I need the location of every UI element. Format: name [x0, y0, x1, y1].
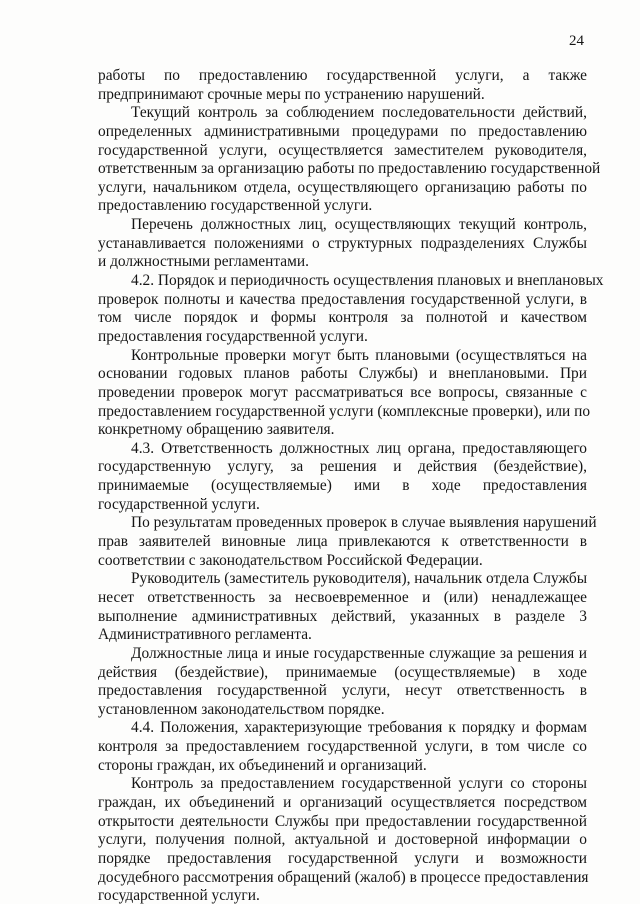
text-line: прав заявителей виновные лица привлекаются к ответственности в [98, 533, 587, 551]
text-line: проведении проверок могут рассматриваться все вопросы, связанные с [98, 383, 587, 401]
text-line: государственной услуги, осуществляется заместителем руководителя, [98, 141, 587, 159]
text-line: государственную услугу, за решения и действия (бездействие), [98, 458, 587, 476]
text-line: Административного регламента. [98, 626, 312, 644]
text-line: устанавливается положениями о структурных подразделениях Службы [98, 234, 587, 252]
paragraph-first-line: По результатам проведенных проверок в случае выявления нарушений [131, 514, 597, 532]
text-line: установленном законодательством порядке. [98, 700, 385, 718]
text-line: работы по предоставлению государственной услуги, а также [98, 67, 587, 84]
text-line: действия (бездействие), принимаемые (осуществляемые) в ходе [98, 663, 587, 681]
text-line: предоставления государственной услуги. [98, 327, 368, 345]
text-line: определенных административными процедурами по предоставлению [98, 122, 587, 140]
text-line: государственной услуги. [98, 495, 260, 513]
text-line: и должностными регламентами. [98, 253, 309, 271]
text-line: открытости деятельности Службы при предоставлении государственной [98, 812, 587, 830]
text-line: услуги, получения полной, актуальной и достоверной информации о [98, 831, 587, 849]
text-line: порядке предоставления государственной услуги и возможности [98, 849, 587, 867]
paragraph-first-line: Текущий контроль за соблюдением последовательности действий, [131, 104, 587, 122]
paragraph-first-line: 4.4. Положения, характеризующие требования к порядку и формам [131, 719, 587, 737]
text-line: принимаемые (осуществляемые) ими в ходе предоставления [98, 477, 587, 495]
text-line: досудебного рассмотрения обращений (жалоб) в процессе предоставления [98, 868, 589, 886]
text-line: предоставления государственной услуги, несут ответственность в [98, 682, 587, 700]
text-line: несет ответственность за несвоевременное и (или) ненадлежащее [98, 588, 587, 606]
paragraph-first-line: Руководитель (заместитель руководителя), начальник отдела Службы [131, 570, 588, 588]
text-line: государственной услуги. [98, 887, 260, 905]
text-line: проверок полноты и качества предоставления государственной услуги, в [98, 290, 587, 308]
text-line: ответственным за организацию работы по предоставлению государственной [98, 160, 601, 178]
text-line: граждан, их объединений и организаций осуществляется посредством [98, 793, 587, 811]
paragraph-first-line: Контроль за предоставлением государственной услуги со стороны [131, 775, 587, 793]
text-line: стороны граждан, их объединений и организаций. [98, 756, 427, 774]
paragraph-first-line: 4.3. Ответственность должностных лиц органа, предоставляющего [131, 439, 587, 457]
page-number: 24 [569, 33, 584, 49]
text-line: выполнение административных действий, указанных в разделе 3 [98, 607, 587, 625]
paragraph-first-line: Должностные лица и иные государственные служащие за решения и [131, 644, 587, 662]
text-line: предпринимают срочные меры по устранению нарушений. [98, 85, 485, 103]
paragraph-first-line: Контрольные проверки могут быть плановыми (осуществляться на [131, 346, 587, 364]
text-line: том числе порядок и формы контроля за полнотой и качеством [98, 309, 587, 327]
text-line: услуги, начальником отдела, осуществляющего организацию работы по [98, 178, 587, 196]
paragraph-first-line: 4.2. Порядок и периодичность осуществления плановых и внеплановых [131, 272, 604, 290]
text-line: конкретному обращению заявителя. [98, 421, 335, 439]
text-line: предоставлением государственной услуги (комплексные проверки), или по [98, 402, 591, 420]
text-line: предоставлению государственной услуги. [98, 197, 373, 215]
text-line: основании годовых планов работы Службы) и внеплановыми. При [98, 365, 587, 383]
text-line: контроля за предоставлением государственной услуги, в том числе со [98, 738, 587, 756]
text-line: соответствии с законодательством Российской Федерации. [98, 551, 483, 569]
paragraph-first-line: Перечень должностных лиц, осуществляющих текущий контроль, [131, 216, 587, 234]
body-text [98, 67, 604, 906]
